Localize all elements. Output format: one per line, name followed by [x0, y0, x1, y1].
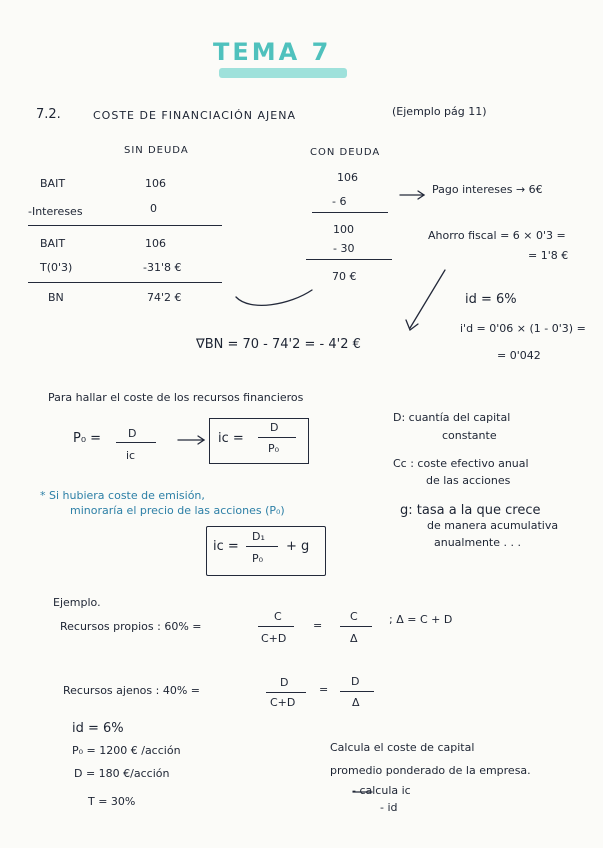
given-id: id = 6%: [72, 721, 124, 736]
sin-value-bait: 106: [145, 177, 166, 190]
arrow-ahorro: [410, 270, 445, 328]
col-header-sin-deuda: SIN DEUDA: [124, 145, 189, 156]
def-d-2: constante: [442, 429, 497, 442]
ajenos-eq: =: [319, 683, 329, 696]
delta-bn: ∇BN = 70 - 74'2 = - 4'2 €: [196, 337, 361, 352]
note-ahorro-result: = 1'8 €: [528, 249, 569, 262]
recursos-propios: Recursos propios : 60% =: [60, 620, 202, 633]
delta-definition: ; Δ = C + D: [389, 613, 453, 626]
propios-den: C+D: [261, 632, 287, 645]
recursos-intro: Para hallar el coste de los recursos financieros: [48, 391, 304, 404]
recursos-ajenos: Recursos ajenos : 40% =: [63, 684, 201, 697]
formula-gordon-num: D₁: [252, 530, 265, 543]
formula-ic-den: P₀: [268, 442, 280, 455]
sin-value-intereses: 0: [150, 202, 157, 215]
def-g: g: tasa a la que crece: [400, 503, 541, 518]
ejemplo-label: Ejemplo.: [53, 596, 101, 609]
row-label-tax: T(0'3): [40, 261, 73, 274]
propios-den-2: Δ: [350, 632, 358, 645]
con-value-bn: 70 €: [332, 270, 357, 283]
def-g-3: anualmente . . .: [434, 536, 521, 549]
formula-ic-num: D: [270, 421, 279, 434]
section-number: 7.2.: [36, 107, 61, 122]
formula-gordon-den: P₀: [252, 552, 264, 565]
note-id: id = 6%: [465, 292, 517, 307]
con-value-bait: 106: [337, 171, 358, 184]
row-label-bn: BN: [48, 291, 64, 304]
example-reference: (Ejemplo pág 11): [392, 105, 487, 118]
formula-gordon-label: ic =: [213, 539, 239, 554]
formula-p0-num: D: [128, 427, 137, 440]
row-label-bait-2: BAIT: [40, 237, 66, 250]
note-icd-result: = 0'042: [497, 349, 541, 362]
formula-ic-label: ic =: [218, 431, 244, 446]
section-heading: COSTE DE FINANCIACIÓN AJENA: [93, 109, 296, 122]
curve-bn: [236, 290, 312, 305]
calc-line-4: - id: [380, 801, 398, 814]
given-d: D = 180 €/acción: [74, 767, 170, 780]
def-cc-2: de las acciones: [426, 474, 511, 487]
def-d: D: cuantía del capital: [393, 411, 511, 424]
propios-num-2: C: [350, 610, 358, 623]
note-ahorro-fiscal: Ahorro fiscal = 6 × 0'3 =: [428, 229, 566, 242]
note-icd: i'd = 0'06 × (1 - 0'3) =: [460, 322, 586, 335]
con-value-tax: - 30: [333, 242, 355, 255]
given-p0: P₀ = 1200 € /acción: [72, 744, 181, 757]
def-cc: Cc : coste efectivo anual: [393, 457, 529, 470]
row-label-intereses: -Intereses: [28, 205, 83, 218]
con-value-intereses: - 6: [332, 195, 347, 208]
ajenos-den: C+D: [270, 696, 296, 709]
col-header-con-deuda: CON DEUDA: [310, 147, 381, 158]
ajenos-den-2: Δ: [352, 696, 360, 709]
calc-line-2: promedio ponderado de la empresa.: [330, 764, 531, 777]
note-pago-intereses: Pago intereses → 6€: [432, 183, 543, 196]
star-note-2: minoraría el precio de las acciones (P₀): [70, 504, 285, 517]
def-g-2: de manera acumulativa: [427, 519, 559, 532]
propios-num: C: [274, 610, 282, 623]
star-note-1: * Si hubiera coste de emisión,: [40, 489, 205, 502]
formula-gordon-g: + g: [286, 539, 310, 554]
sin-value-bn: 74'2 €: [147, 291, 182, 304]
page-title: TEMA 7: [213, 38, 332, 66]
given-t: T = 30%: [88, 795, 136, 808]
sin-value-tax: -31'8 €: [143, 261, 182, 274]
sin-value-bait-2: 106: [145, 237, 166, 250]
row-label-bait: BAIT: [40, 177, 66, 190]
formula-p0: P₀ =: [73, 431, 102, 446]
calc-line-1: Calcula el coste de capital: [330, 741, 475, 754]
ajenos-num-2: D: [351, 675, 360, 688]
con-value-bait-2: 100: [333, 223, 354, 236]
calc-line-3: - calcula ic: [352, 784, 411, 797]
ajenos-num: D: [280, 676, 289, 689]
formula-p0-den: ic: [126, 449, 136, 462]
propios-eq: =: [313, 619, 323, 632]
